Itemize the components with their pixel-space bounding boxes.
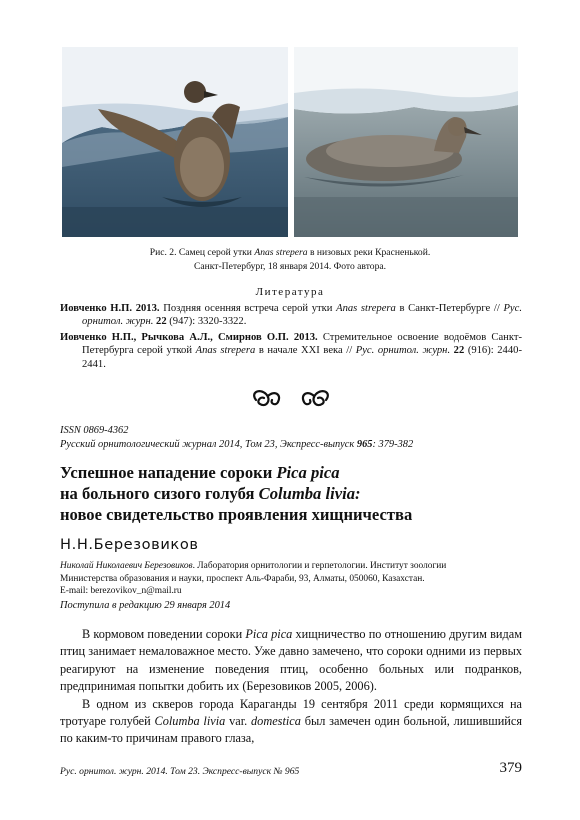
paragraph — [60, 626, 522, 696]
reference-list — [60, 302, 522, 373]
photo-duck-swimming — [294, 47, 518, 237]
affiliation-address: Министерства образования и науки, проспект Аль-Фараби, 93, Алматы, 050060, Казахстан. — [60, 573, 425, 584]
reference-authors: Иовченко Н.П. 2013. — [60, 303, 160, 314]
reference-journal: Рус. орнитол. журн. — [355, 345, 451, 357]
figure-caption — [60, 246, 520, 274]
paragraph-text: В кормовом поведении сороки — [82, 627, 243, 641]
paragraph-text: В одном из скверов города Караганды 19 сентября 2011 среди кормящихся на тротуаре голубей — [60, 696, 522, 729]
reference-text: в Санкт-Петербурге // — [399, 303, 500, 314]
affiliation-name: Николай Николаевич Березовиков — [60, 561, 193, 571]
issn-block — [60, 424, 522, 451]
journal-pages: : 379-382 — [372, 438, 414, 450]
journal-issue: 965 — [356, 438, 373, 450]
references-title: Литература — [255, 286, 325, 298]
reference-volume: 22 — [453, 345, 465, 357]
paragraph-text: был замечен один больной, лишившийся по каким-то причинам правого глаза, — [60, 714, 522, 746]
journal-citation-text: Русский орнитологический журнал 2014, Том 23, Экспресс-выпуск — [60, 438, 355, 450]
title-species: Pica pica — [276, 463, 340, 482]
journal-citation — [60, 438, 522, 452]
reference-pages: (916): 2440-2441. — [82, 345, 522, 370]
paragraph-text: var. — [229, 714, 248, 729]
title-text: на больного сизого голубя — [60, 484, 255, 503]
reference-text: Поздняя осенняя встреча серой утки — [163, 303, 333, 314]
title-text: Успешное нападение сороки — [60, 463, 273, 482]
photo-duck-wings-spread — [62, 47, 288, 237]
page-footer: Рус. орнитол. журн. 2014. Том 23. Экспресс-выпуск № 965 — [60, 766, 300, 777]
affiliation-email: E-mail: berezovikov_n@mail.ru — [60, 586, 182, 597]
reference-journal: Рус. орнитол. журн. — [82, 303, 522, 328]
reference-pages: (947): 3320-3322. — [169, 316, 247, 328]
reference-item — [60, 302, 522, 329]
variety-name: domestica — [251, 714, 301, 729]
author-affiliation — [60, 560, 525, 598]
reference-volume: 22 — [156, 316, 167, 328]
article-title — [60, 462, 530, 525]
article-body — [60, 626, 522, 748]
reference-species: Anas strepera — [336, 303, 396, 314]
received-date: Поступила в редакцию 29 января 2014 — [60, 600, 231, 611]
issn-number: ISSN 0869-4362 — [60, 425, 129, 436]
reference-text: в начале XXI века // — [258, 345, 353, 357]
reference-authors: Иовченко Н.П., Рычкова А.Л., Смирнов О.П. 2013. — [60, 331, 318, 343]
reference-item — [60, 331, 522, 371]
caption-species: Anas strepera — [254, 247, 308, 258]
species-name: Pica pica — [245, 627, 293, 641]
reference-text: Стремительное освоение водоёмов Санкт-Петербурга серой уткой — [82, 331, 522, 357]
title-species: Columba livia: — [258, 484, 361, 503]
paragraph-text: хищничество по отношению другим видам птиц занимает немаловажное место. Уже давно замечено, что сороки одними из первых реагируют на изменение поведения птиц, особенно больных или подранков, предпринимая попытки добить их (Березовиков 2005, 2006). — [60, 627, 523, 694]
caption-text: Рис. 2. Самец серой утки — [149, 247, 252, 258]
title-text: новое свидетельство проявления хищничества — [60, 505, 413, 524]
species-name: Columba livia — [154, 714, 226, 729]
caption-text-2: в низовых реки Красненькой. — [309, 247, 431, 258]
reference-species: Anas strepera — [195, 345, 256, 357]
paragraph — [60, 696, 522, 748]
caption-line-2: Санкт-Петербург, 18 января 2014. Фото автора. — [193, 261, 387, 272]
affiliation-text: . Лаборатория орнитологии и герпетологии. Институт зоологии — [192, 561, 447, 571]
article-author: Н.Н.Березовиков — [60, 536, 199, 553]
section-divider-ornament-icon — [246, 386, 336, 412]
page-number: 379 — [499, 760, 522, 776]
